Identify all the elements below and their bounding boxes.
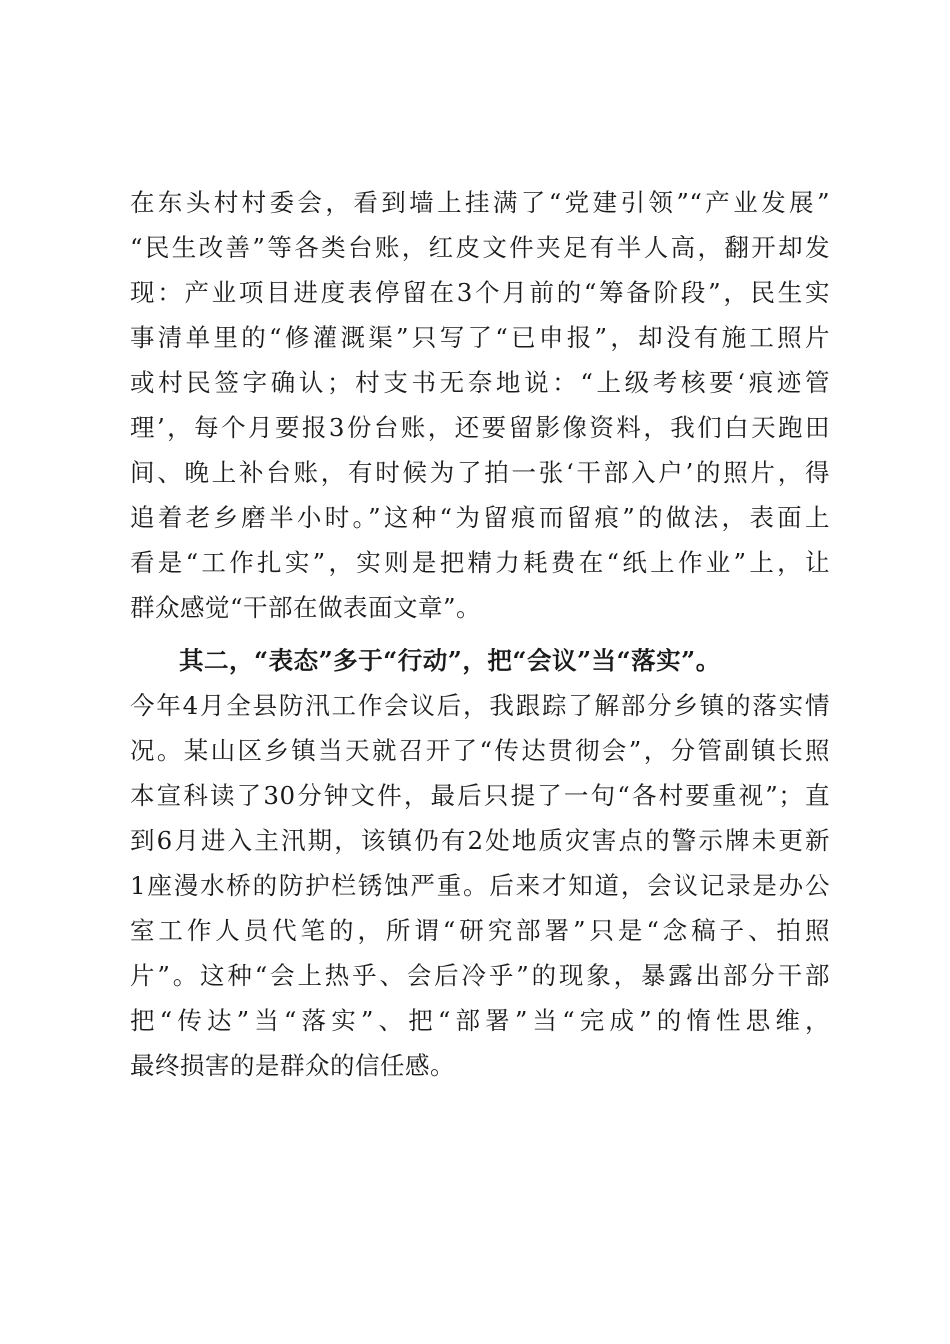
section-heading: 其二，“表态”多于“行动”，把“会议”当“落实”。 (179, 646, 721, 675)
paragraph-line: 间、晚上补台账，有时候为了拍一张‘干部入户’的照片，得 (130, 458, 830, 487)
paragraph-2 (130, 638, 830, 1088)
paragraph-line: 最终损害的是群众的信任感。 (130, 1051, 455, 1080)
paragraph-spacer (130, 630, 830, 638)
paragraph-line: 片”。这种“会上热乎、会后冷乎”的现象，暴露出部分干部 (130, 961, 830, 990)
paragraph-line: 室工作人员代笔的，所谓“研究部署”只是“念稿子、拍照 (130, 916, 830, 945)
paragraph-line: 今年4月全县防汛工作会议后，我跟踪了解部分乡镇的落实情 (130, 691, 830, 720)
paragraph-line: 追着老乡磨半小时。”这种“为留痕而留痕”的做法，表面上 (130, 503, 830, 532)
paragraph-line: “民生改善”等各类台账，红皮文件夹足有半人高，翻开却发 (130, 233, 830, 262)
paragraph-line: 理’，每个月要报3份台账，还要留影像资料，我们白天跑田 (130, 413, 830, 442)
paragraph-line: 或村民签字确认；村支书无奈地说：“上级考核要‘痕迹管 (130, 368, 830, 397)
paragraph-line: 看是“工作扎实”，实则是把精力耗费在“纸上作业”上，让 (130, 548, 830, 577)
paragraph-line: 现：产业项目进度表停留在3个月前的“筹备阶段”，民生实 (130, 278, 830, 307)
paragraph-line: 到6月进入主汛期，该镇仍有2处地质灾害点的警示牌未更新 (130, 826, 830, 855)
paragraph-line: 群众感觉“干部在做表面文章”。 (130, 593, 482, 622)
paragraph-line: 在东头村村委会，看到墙上挂满了“党建引领”“产业发展” (130, 188, 830, 217)
document-body (130, 180, 830, 1088)
paragraph-line: 事清单里的“修灌溉渠”只写了“已申报”，却没有施工照片 (130, 323, 830, 352)
paragraph-line: 况。某山区乡镇当天就召开了“传达贯彻会”，分管副镇长照 (130, 736, 830, 765)
paragraph-line: 本宣科读了30分钟文件，最后只提了一句“各村要重视”；直 (130, 781, 830, 810)
paragraph-line: 1座漫水桥的防护栏锈蚀严重。后来才知道，会议记录是办公 (130, 871, 830, 900)
paragraph-line: 把“传达”当“落实”、把“部署”当“完成”的惰性思维， (130, 1006, 830, 1035)
paragraph-1 (130, 180, 830, 630)
